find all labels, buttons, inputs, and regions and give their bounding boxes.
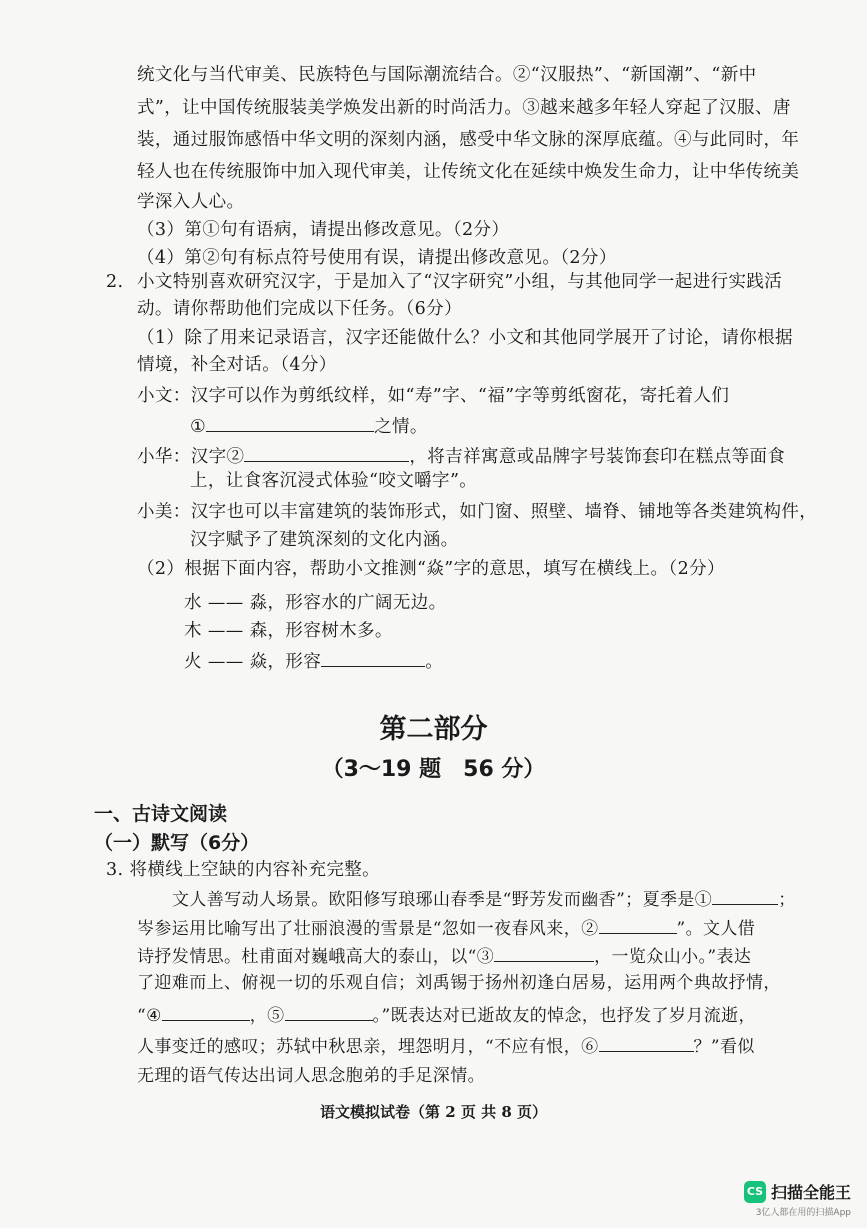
dialogue-xiaomei-line-1: 小美：汉字也可以丰富建筑的装饰形式，如门窗、照壁、墙脊、铺地等各类建筑构件， bbox=[137, 502, 818, 522]
part-two-subtitle: （3～19 题 56 分） bbox=[321, 757, 546, 782]
answer-blank-2[interactable] bbox=[244, 443, 409, 462]
q3-line-3-text: 诗抒发情思。杜甫面对巍峨高大的泰山，以“③ bbox=[137, 947, 495, 967]
dialogue-xiaohua-line-1 bbox=[137, 443, 785, 469]
q1-text-line-1: 统文化与当代审美、民族特色与国际潮流结合。②“汉服热”、“新国潮”、“新中 bbox=[137, 65, 757, 85]
q1-subquestion-3: （3）第①句有语病，请提出修改意见。（2分） bbox=[137, 220, 510, 240]
answer-blank-q3-6[interactable] bbox=[599, 1033, 694, 1052]
q2-part2-prompt: （2）根据下面内容，帮助小文推测“焱”字的意思，填写在横线上。（2分） bbox=[137, 559, 725, 579]
part-two-title: 第二部分 bbox=[379, 714, 488, 745]
q3-heading: 3. 将横线上空缺的内容补充完整。 bbox=[106, 860, 381, 880]
q3-line-2 bbox=[137, 915, 755, 941]
q3-line-5-mid: ，⑤ bbox=[249, 1006, 285, 1026]
q3-line-5-open: “④ bbox=[137, 1006, 162, 1026]
dialogue-xiaohua-tail: ，将吉祥寓意或品牌字号装饰套印在糕点等面食 bbox=[409, 447, 786, 467]
rule-water: 水 —— 淼，形容水的广阔无边。 bbox=[184, 593, 447, 613]
answer-blank-q3-5[interactable] bbox=[285, 1002, 373, 1021]
q3-line-7: 无理的语气传达出词人思念胞弟的手足深情。 bbox=[137, 1066, 485, 1086]
q3-line-1-text: 文人善写动人场景。欧阳修写琅琊山春季是“野芳发而幽香”；夏季是① bbox=[172, 890, 713, 910]
section-heading: 一、古诗文阅读 bbox=[94, 803, 228, 825]
dialogue-xiaowen-line-1: 小文：汉字可以作为剪纸纹样，如“寿”字、“福”字等剪纸窗花，寄托着人们 bbox=[137, 386, 730, 406]
q1-text-line-5: 学深入人心。 bbox=[137, 192, 245, 212]
q3-line-6-end: ？”看似 bbox=[693, 1037, 755, 1057]
scanner-watermark bbox=[744, 1180, 851, 1203]
q3-line-1-end: ； bbox=[778, 890, 796, 910]
answer-blank-q3-3[interactable] bbox=[494, 943, 594, 962]
q1-text-line-4: 轻人也在传统服饰中加入现代审美，让传统文化在延续中焕发生命力，让中华传统美 bbox=[137, 162, 800, 182]
q1-subquestion-4: （4）第②句有标点符号使用有误，请提出修改意见。（2分） bbox=[137, 248, 617, 268]
q2-part1-line-1: （1）除了用来记录语言，汉字还能做什么？小文和其他同学展开了讨论，请你根据 bbox=[137, 328, 793, 348]
rule-fire-end: 。 bbox=[425, 652, 444, 672]
q3-line-3 bbox=[137, 943, 751, 969]
dialogue-xiaohua-line-2: 上，让食客沉浸式体验“咬文嚼字”。 bbox=[190, 471, 478, 491]
dialogue-xiaowen-tail: 之情。 bbox=[374, 417, 428, 437]
answer-blank-q3-4[interactable] bbox=[162, 1002, 250, 1021]
q3-line-6 bbox=[137, 1033, 755, 1059]
q1-text-line-3: 装，通过服饰感悟中华文明的深刻内涵，感受中华文脉的深厚底蕴。④与此同时，年 bbox=[137, 130, 800, 150]
rule-fire bbox=[184, 648, 443, 674]
q3-line-4: 了迎难而上、俯视一切的乐观自信；刘禹锡于扬州初逢白居易，运用两个典故抒情， bbox=[137, 973, 781, 993]
q3-line-5 bbox=[137, 1002, 756, 1028]
subsection-heading: （一）默写（6分） bbox=[94, 832, 260, 854]
answer-blank-1[interactable] bbox=[206, 413, 374, 432]
q2-intro-line-1: 小文特别喜欢研究汉字，于是加入了“汉字研究”小组，与其他同学一起进行实践活 bbox=[137, 272, 783, 292]
q2-part1-line-2: 情境，补全对话。（4分） bbox=[137, 355, 337, 375]
q1-text-line-2: 式”，让中国传统服装美学焕发出新的时尚活力。③越来越多年轻人穿起了汉服、唐 bbox=[137, 98, 791, 118]
q3-line-2-text: 岑参运用比喻写出了壮丽浪漫的雪景是“忽如一夜春风来，② bbox=[137, 919, 599, 939]
dialogue-xiaowen-line-2 bbox=[190, 413, 428, 439]
watermark-name: 扫描全能王 bbox=[770, 1183, 851, 1202]
q3-line-6-text: 人事变迁的感叹；苏轼中秋思亲，埋怨明月，“不应有恨，⑥ bbox=[137, 1037, 599, 1057]
q3-line-5-end: 。”既表达对已逝故友的悼念，也抒发了岁月流逝， bbox=[372, 1006, 756, 1026]
rule-wood: 木 —— 森，形容树木多。 bbox=[184, 621, 393, 641]
dialogue-xiaohua-head: 小华：汉字② bbox=[137, 447, 245, 467]
q3-line-1 bbox=[172, 886, 796, 912]
dialogue-xiaomei-line-2: 汉字赋予了建筑深刻的文化内涵。 bbox=[190, 530, 459, 550]
q2-intro-line-2: 动。请你帮助他们完成以下任务。（6分） bbox=[137, 299, 462, 319]
q3-line-3-end: ，一览众山小。”表达 bbox=[594, 947, 752, 967]
answer-blank-q3-1[interactable] bbox=[712, 886, 778, 905]
answer-blank-q3-2[interactable] bbox=[599, 915, 677, 934]
rule-fire-text: 火 —— 焱，形容 bbox=[184, 652, 322, 672]
q2-number: 2. bbox=[106, 272, 124, 292]
camscanner-logo-icon: CS bbox=[744, 1181, 766, 1203]
blank-label-1: ① bbox=[190, 417, 207, 437]
page-footer: 语文模拟试卷（第 2 页 共 8 页） bbox=[320, 1103, 547, 1121]
answer-blank-fire[interactable] bbox=[321, 648, 425, 667]
watermark-tagline: 3亿人都在用的扫描App bbox=[755, 1208, 851, 1218]
q3-line-2-end: ”。文人借 bbox=[676, 919, 756, 939]
